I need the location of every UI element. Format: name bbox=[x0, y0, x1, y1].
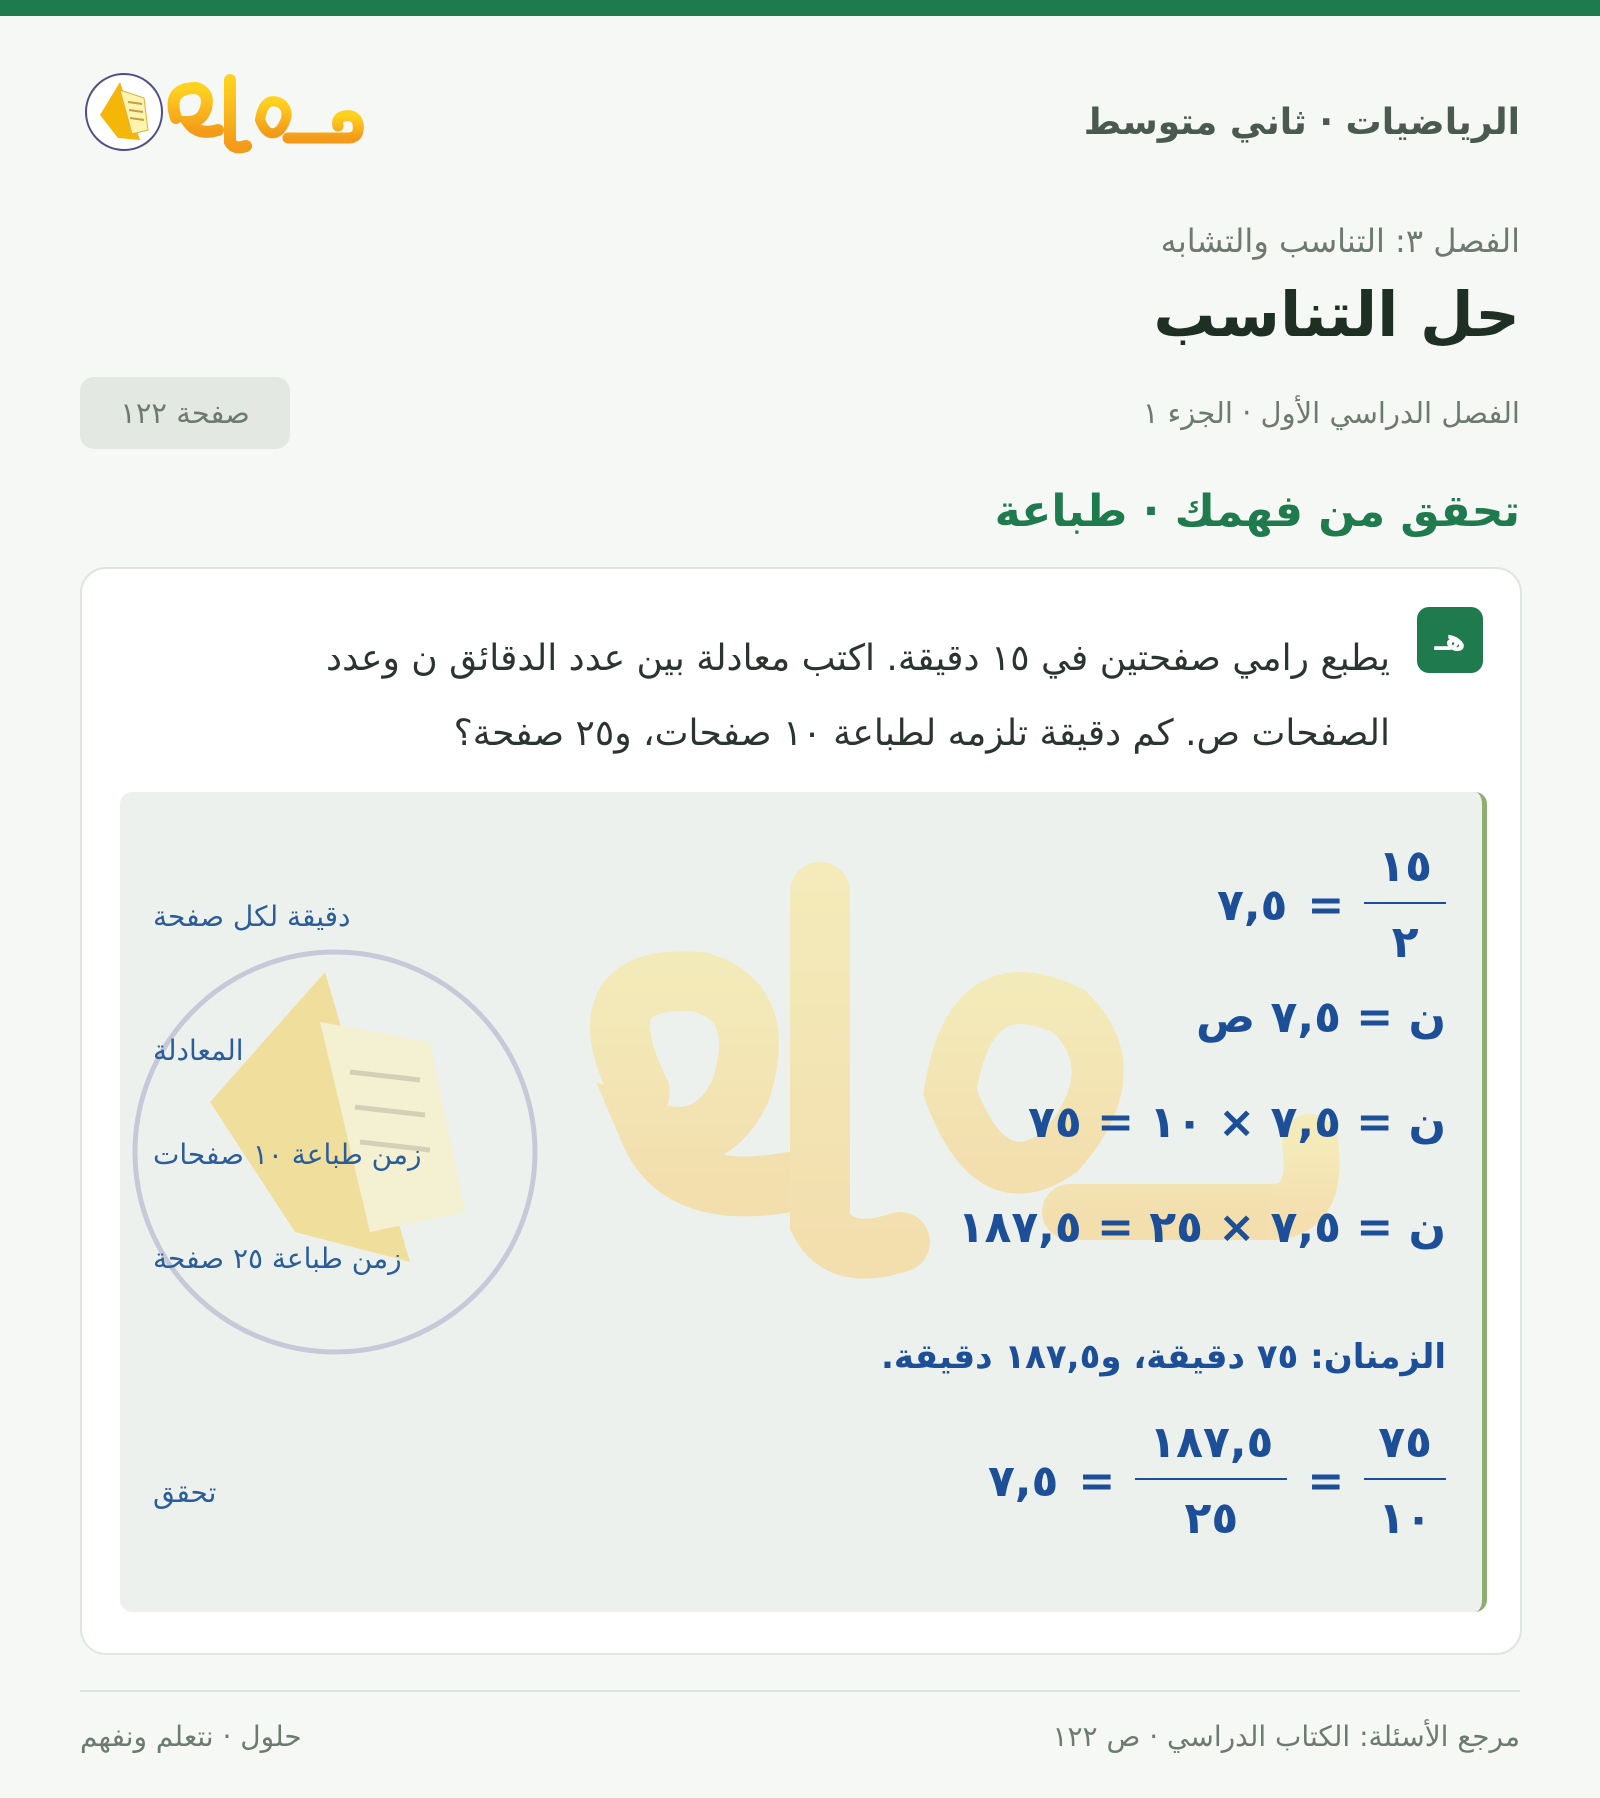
ten-pages-line: ن = ٧,٥ × ١٠ = ٧٥ bbox=[1028, 1097, 1446, 1148]
question-text: يطبع رامي صفحتين في ١٥ دقيقة. اكتب معادلة بين عدد الدقائق ن وعدد الصفحات ص. كم دقيقة تلزمه لطباعة ١٠ صفحات، و٢٥ صفحة؟ bbox=[326, 638, 1390, 754]
answer-summary: الزمنان: ٧٥ دقيقة، و١٨٧,٥ دقيقة. bbox=[880, 1337, 1446, 1377]
fraction-numerator: ١٨٧,٥ bbox=[1135, 1420, 1287, 1480]
chapter-label: الفصل ٣: التناسب والتشابه bbox=[1160, 222, 1520, 260]
section-title: تحقق من فهمك · طباعة bbox=[994, 486, 1520, 537]
equation-line: ن = ٧,٥ ص bbox=[1195, 992, 1446, 1043]
subject-label: الرياضيات · ثاني متوسط bbox=[1083, 102, 1520, 143]
check-result: ٧,٥ bbox=[987, 1455, 1059, 1507]
fraction-denominator: ٢٥ bbox=[1184, 1493, 1239, 1544]
equals-sign: = bbox=[1078, 1455, 1116, 1507]
rate-fraction bbox=[1364, 841, 1446, 968]
fraction-numerator: ١٥ bbox=[1364, 844, 1446, 904]
footer-reference: مرجع الأسئلة: الكتاب الدراسي · ص ١٢٢ bbox=[1052, 1720, 1520, 1753]
footer-divider bbox=[80, 1690, 1520, 1692]
rate-note: دقيقة لكل صفحة bbox=[153, 900, 351, 933]
page-header bbox=[80, 60, 1520, 190]
hulul-logo[interactable] bbox=[80, 60, 370, 190]
question-card bbox=[80, 567, 1522, 1655]
twentyfive-pages-note: زمن طباعة ٢٥ صفحة bbox=[153, 1242, 402, 1275]
solution-box bbox=[120, 792, 1487, 1612]
check-note: تحقق bbox=[153, 1476, 217, 1509]
check-fraction-1 bbox=[1364, 1417, 1446, 1544]
check-line bbox=[987, 1417, 1446, 1544]
question-letter-badge: هـ bbox=[1417, 607, 1483, 673]
hulul-logo-icon bbox=[80, 60, 370, 190]
rate-line bbox=[1216, 841, 1446, 968]
page-title: حل التناسب bbox=[1153, 278, 1520, 351]
fraction-numerator: ٧٥ bbox=[1364, 1420, 1446, 1480]
semester-label: الفصل الدراسي الأول · الجزء ١ bbox=[1142, 396, 1520, 430]
equation-note: المعادلة bbox=[153, 1034, 244, 1067]
footer-brand[interactable]: حلول · نتعلم ونفهم bbox=[80, 1720, 302, 1753]
equals-sign: = bbox=[1307, 1455, 1345, 1507]
page-number-badge: صفحة ١٢٢ bbox=[80, 377, 290, 449]
fraction-denominator: ٢ bbox=[1391, 917, 1419, 968]
fraction-denominator: ١٠ bbox=[1378, 1493, 1432, 1544]
twentyfive-pages-line: ن = ٧,٥ × ٢٥ = ١٨٧,٥ bbox=[957, 1202, 1446, 1253]
rate-result: ٧,٥ bbox=[1216, 879, 1288, 931]
top-accent-bar bbox=[0, 0, 1600, 16]
check-fraction-2 bbox=[1135, 1417, 1287, 1544]
equals-sign: = bbox=[1307, 879, 1345, 931]
ten-pages-note: زمن طباعة ١٠ صفحات bbox=[153, 1138, 422, 1171]
